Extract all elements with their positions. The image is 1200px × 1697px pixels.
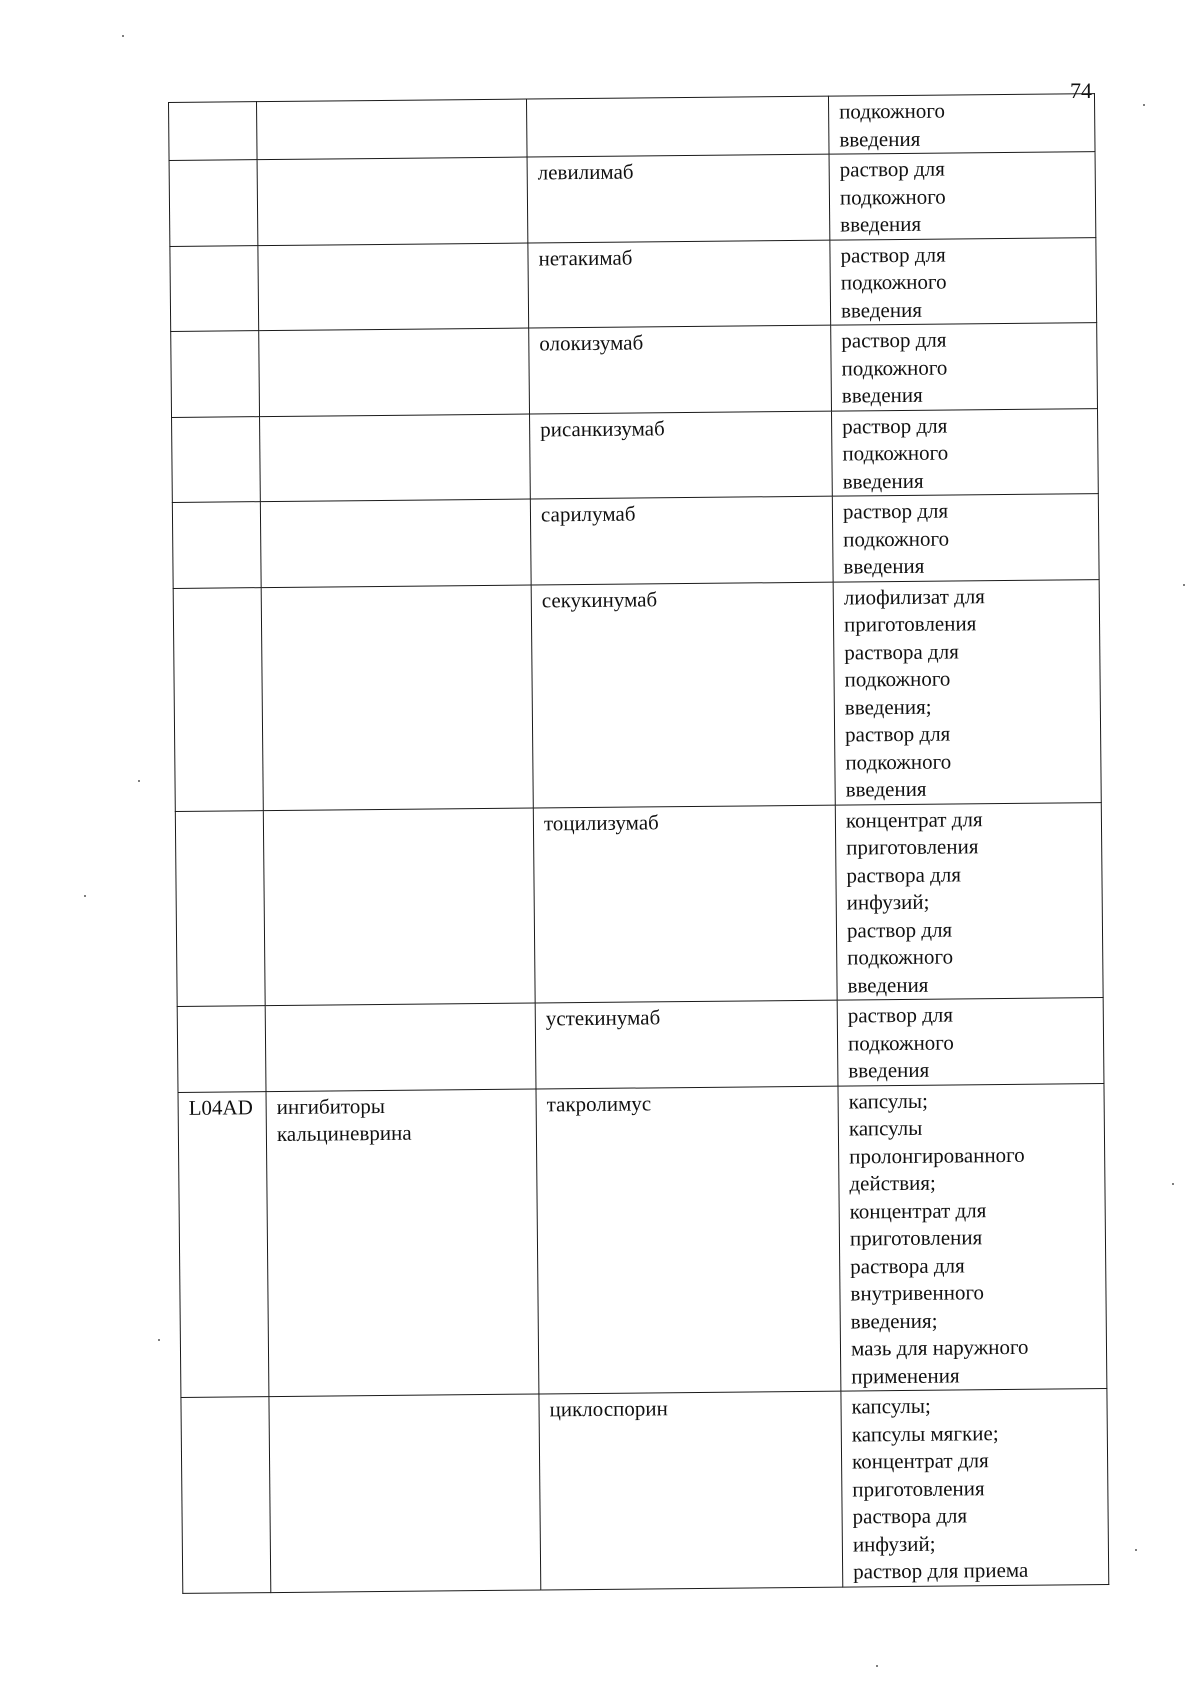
dosage-form-cell: [835, 802, 1103, 1000]
drug-group-cell: [258, 243, 529, 331]
drug-group-text: ингибиторы кальциневрина: [276, 1093, 412, 1147]
table-row: [173, 579, 1101, 811]
table-row: [178, 1083, 1107, 1397]
dosage-form-cell: [832, 494, 1099, 582]
dosage-form-text: раствор для подкожного введения: [842, 498, 950, 579]
scan-speck: [1143, 104, 1145, 106]
scan-speck: [84, 895, 86, 897]
drug-name-cell: такролимус: [536, 1086, 841, 1394]
scan-speck: [122, 35, 124, 37]
drug-group-cell: [265, 1003, 536, 1091]
dosage-form-text: концентрат для приготовления раствора для инфузий; раствор для подкожного введения: [845, 806, 983, 998]
drug-name-cell: сарилумаб: [530, 496, 833, 584]
atc-code-cell: [171, 331, 260, 417]
scan-speck: [1135, 1549, 1137, 1551]
drug-group-cell: [260, 414, 531, 502]
dosage-form-text: подкожного введения: [839, 98, 946, 152]
atc-code-cell: [170, 245, 259, 331]
dosage-form-text: лиофилизат для приготовления раствора для подкожного введения; раствор для подкожного введения: [843, 583, 986, 802]
drug-group-cell: [269, 1394, 541, 1592]
drug-group-cell: [259, 328, 530, 416]
atc-code-cell: [173, 587, 263, 811]
drug-group-cell: [257, 99, 528, 160]
scan-speck: [1183, 584, 1185, 586]
dosage-form-cell: [833, 579, 1101, 805]
table-row: [169, 152, 1096, 246]
dosage-form-text: раствор для подкожного введения: [842, 413, 949, 494]
dosage-form-cell: [838, 1083, 1107, 1391]
atc-code-cell: [172, 416, 261, 502]
scan-speck: [138, 780, 140, 782]
scan-speck: [158, 1339, 160, 1341]
atc-code-cell: [177, 1006, 266, 1092]
table-row: [169, 94, 1096, 161]
table-row: [177, 998, 1104, 1092]
drug-table: [168, 93, 1109, 1593]
page-number: 74: [1070, 78, 1092, 103]
table-row: [181, 1389, 1109, 1593]
atc-code-cell: [181, 1397, 271, 1593]
drug-group-cell: [257, 157, 528, 245]
dosage-form-cell: [837, 998, 1104, 1086]
atc-code-cell: [169, 160, 258, 246]
dosage-form-cell: [841, 1389, 1109, 1587]
drug-name-cell: циклоспорин: [539, 1391, 843, 1589]
dosage-form-text: раствор для подкожного введения: [839, 156, 946, 237]
drug-name-cell: левилимаб: [527, 154, 830, 242]
table-row: [175, 802, 1103, 1006]
dosage-form-text: капсулы; капсулы мягкие; концентрат для приготовления раствора для инфузий; раствор для приема: [851, 1393, 1029, 1584]
dosage-form-cell: [831, 323, 1098, 411]
table-row: [170, 237, 1097, 331]
drug-group-cell: [261, 585, 533, 811]
atc-code-cell: L04AD: [178, 1091, 269, 1397]
table-row: [171, 323, 1098, 417]
table-row: [172, 494, 1099, 588]
drug-name-cell: рисанкизумаб: [530, 411, 833, 499]
atc-code-cell: [169, 102, 258, 161]
dosage-form-text: капсулы; капсулы пролонгированного действия; концентрат для приготовления раствора для внутривенного введения; мазь для наружного применения: [848, 1088, 1029, 1388]
drug-name-cell: секукинумаб: [531, 582, 835, 808]
dosage-form-cell: [828, 94, 1095, 155]
scan-speck: [1172, 1183, 1174, 1185]
drug-name-cell: нетакимаб: [528, 240, 831, 328]
dosage-form-cell: [829, 152, 1096, 240]
drug-name-cell: устекинумаб: [535, 1000, 838, 1088]
atc-code-cell: [175, 810, 265, 1006]
dosage-form-text: раствор для подкожного введения: [840, 242, 947, 323]
scan-speck: [876, 1665, 878, 1667]
table-row: [172, 408, 1099, 502]
drug-name-cell: [526, 96, 829, 157]
drug-group-cell: [260, 499, 531, 587]
drug-name-cell: олокизумаб: [529, 325, 832, 413]
dosage-form-text: раствор для подкожного введения: [841, 327, 948, 408]
dosage-form-cell: [831, 408, 1098, 496]
dosage-form-cell: [830, 237, 1097, 325]
atc-code-cell: [172, 502, 261, 588]
drug-group-cell: [263, 808, 535, 1006]
drug-group-cell: [266, 1089, 539, 1397]
drug-name-cell: тоцилизумаб: [533, 805, 837, 1003]
dosage-form-text: раствор для подкожного введения: [847, 1002, 954, 1083]
